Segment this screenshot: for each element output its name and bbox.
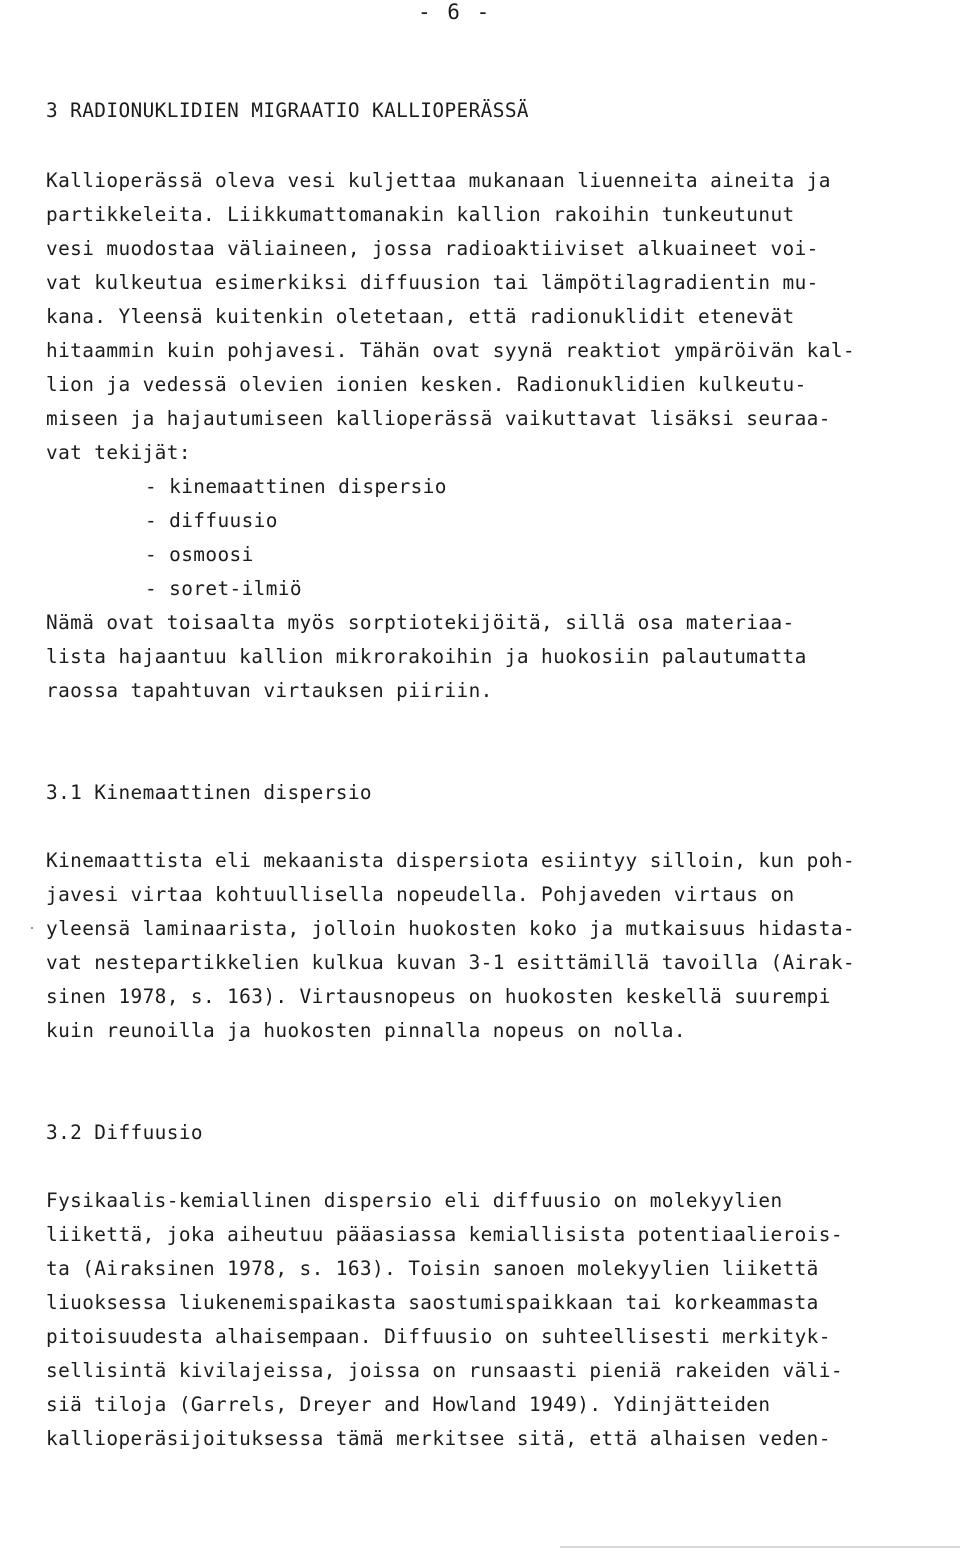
text-line: sellisintä kivilajeissa, joissa on runsaasti pieniä rakeiden väli-	[46, 1359, 843, 1382]
list-item: - soret-ilmiö	[145, 577, 302, 600]
text-line: Nämä ovat toisaalta myös sorptiotekijöitä, sillä osa materiaa-	[46, 611, 795, 634]
scan-speck	[31, 927, 33, 929]
text-line: raossa tapahtuvan virtauksen piiriin.	[46, 679, 493, 702]
subsection-heading-diffusion: 3.2 Diffuusio	[46, 1121, 203, 1144]
text-line: yleensä laminaarista, jolloin huokosten koko ja mutkaisuus hidasta-	[46, 917, 855, 940]
text-line: Kallioperässä oleva vesi kuljettaa mukanaan liuenneita aineita ja	[46, 169, 831, 192]
text-line: pitoisuudesta alhaisempaan. Diffuusio on suhteellisesti merkityk-	[46, 1325, 831, 1348]
text-line: siä tiloja (Garrels, Dreyer and Howland 1949). Ydinjätteiden	[46, 1393, 771, 1416]
text-line: vat nestepartikkelien kulkua kuvan 3-1 esittämillä tavoilla (Airak-	[46, 951, 855, 974]
text-line: vesi muodostaa väliaineen, jossa radioaktiiviset alkuaineet voi-	[46, 237, 819, 260]
text-line: miseen ja hajautumiseen kallioperässä vaikuttavat lisäksi seuraa-	[46, 407, 831, 430]
text-line: liikettä, joka aiheutuu pääasiassa kemiallisista potentiaalierois-	[46, 1223, 843, 1246]
text-line: javesi virtaa kohtuullisella nopeudella. Pohjaveden virtaus on	[46, 883, 795, 906]
text-line: Kinemaattista eli mekaanista dispersiota esiintyy silloin, kun poh-	[46, 849, 855, 872]
text-line: hitaammin kuin pohjavesi. Tähän ovat syynä reaktiot ympäröivän kal-	[46, 339, 855, 362]
text-line: ta (Airaksinen 1978, s. 163). Toisin sanoen molekyylien liikettä	[46, 1257, 819, 1280]
text-line: kallioperäsijoituksessa tämä merkitsee sitä, että alhaisen veden-	[46, 1427, 831, 1450]
section-heading: 3 RADIONUKLIDIEN MIGRAATIO KALLIOPERÄSSÄ	[46, 99, 529, 122]
text-line: vat tekijät:	[46, 441, 191, 464]
text-line: liuoksessa liukenemispaikasta saostumispaikkaan tai korkeammasta	[46, 1291, 819, 1314]
text-line: kana. Yleensä kuitenkin oletetaan, että radionuklidit etenevät	[46, 305, 795, 328]
text-line: lion ja vedessä olevien ionien kesken. Radionuklidien kulkeutu-	[46, 373, 807, 396]
list-item: - kinemaattinen dispersio	[145, 475, 447, 498]
text-line: kuin reunoilla ja huokosten pinnalla nopeus on nolla.	[46, 1019, 686, 1042]
page-number: - 6 -	[418, 0, 492, 24]
text-line: vat kulkeutua esimerkiksi diffuusion tai lämpötilagradientin mu-	[46, 271, 819, 294]
footer-rule	[560, 1546, 960, 1548]
list-item: - osmoosi	[145, 543, 254, 566]
subsection-heading-kinematic-dispersion: 3.1 Kinemaattinen dispersio	[46, 781, 373, 804]
text-line: sinen 1978, s. 163). Virtausnopeus on huokosten keskellä suurempi	[46, 985, 831, 1008]
list-item: - diffuusio	[145, 509, 278, 532]
text-line: lista hajaantuu kallion mikrorakoihin ja huokosiin palautumatta	[46, 645, 807, 668]
text-line: partikkeleita. Liikkumattomanakin kallion rakoihin tunkeutunut	[46, 203, 795, 226]
text-line: Fysikaalis-kemiallinen dispersio eli diffuusio on molekyylien	[46, 1189, 783, 1212]
